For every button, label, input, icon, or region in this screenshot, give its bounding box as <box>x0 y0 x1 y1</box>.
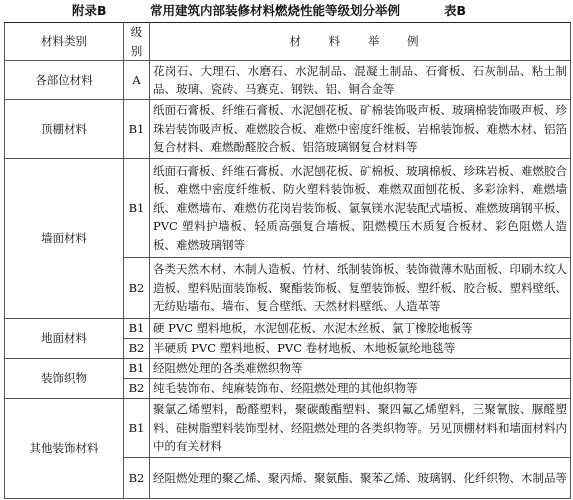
examples-cell: 花岗石、大理石、水磨石、水泥制品、混凝土制品、石膏板、石灰制品、粘土制品、玻璃、瓷砖、马赛克、钢铁、铝、铜合金等 <box>150 61 571 100</box>
header-level: 级别 <box>124 23 150 61</box>
examples-cell: 各类天然木材、木制人造板、竹材、纸制装饰板、装饰微薄木贴面板、印刷木纹人造板、塑料贴面装饰板、聚酯装饰板、复塑装饰板、塑纤板、胶合板、塑料壁纸、无纺贴墙布、墙布、复合壁纸、天然材料壁纸、人造革等 <box>150 258 571 319</box>
examples-cell: 半硬质 PVC 塑料地板、PVC 卷材地板、木地板氯纶地毯等 <box>150 339 571 359</box>
header-examples: 材 料 举 例 <box>150 23 571 61</box>
examples-cell: 纯毛装饰布、纯麻装饰布、经阻燃处理的其他织物等 <box>150 379 571 399</box>
examples-cell: 纸面石膏板、纤维石膏板、水泥刨花板、矿棉板、玻璃棉板、珍珠岩板、难燃胶合板、难燃中密度纤维板、防火塑料装饰板、难燃双面刨花板、多彩涂料、难燃墙纸、难燃墙布、难燃仿花岗岩装饰板、氯氧镁水泥装配式墙板、难燃玻璃钢平板、PVC 塑料护墙板、轻质高强复合墙板、阻燃模压木质复合板材、彩色阻燃人造板、难燃玻璃钢等 <box>150 159 571 258</box>
level-cell: B2 <box>124 379 150 399</box>
examples-cell: 经阻燃处理的各类难燃织物等 <box>150 359 571 379</box>
level-cell: B1 <box>124 319 150 339</box>
examples-cell: 硬 PVC 塑料地板，水泥刨花板、水泥木丝板、氯丁橡胶地板等 <box>150 319 571 339</box>
table-number: 表B <box>444 3 467 18</box>
examples-cell: 纸面石膏板、纤维石膏板、水泥刨花板、矿棉装饰吸声板、玻璃棉装饰吸声板、珍珠岩装饰吸声板、难燃胶合板、难燃中密度纤维板、岩棉装饰板、难燃木材、铝箔复合材料、难燃酚醛胶合板、铝箔玻璃钢复合材料等 <box>150 100 571 159</box>
examples-cell: 聚氯乙烯塑料，酚醛塑料，聚碳酸酯塑料、聚四氟乙烯塑料，三聚氰胺、脲醛塑料、硅树脂塑料装饰型材、经阻燃处理的各类织物等。另见顶棚材料和墙面材料内中的有关材料 <box>150 399 571 458</box>
level-cell: B2 <box>124 339 150 359</box>
table-row <box>5 61 571 100</box>
title-text: 常用建筑内部装修材料燃烧性能等级划分举例 <box>150 3 401 18</box>
category-cell: 装饰织物 <box>5 359 124 399</box>
table-row <box>5 319 571 339</box>
category-cell: 地面材料 <box>5 319 124 359</box>
header-category: 材料类别 <box>5 23 124 61</box>
appendix-label: 附录B <box>72 3 107 18</box>
level-cell: B2 <box>124 458 150 499</box>
category-cell: 各部位材料 <box>5 61 124 100</box>
material-classification-table <box>4 22 571 499</box>
level-cell: A <box>124 61 150 100</box>
header-row <box>5 23 571 61</box>
level-cell: B1 <box>124 100 150 159</box>
level-cell: B2 <box>124 258 150 319</box>
table-title <box>0 0 573 22</box>
table-row <box>5 359 571 379</box>
table-row <box>5 399 571 458</box>
level-cell: B1 <box>124 359 150 379</box>
table-row <box>5 100 571 159</box>
category-cell: 墙面材料 <box>5 159 124 319</box>
category-cell: 其他装饰材料 <box>5 399 124 499</box>
table-row <box>5 159 571 258</box>
category-cell: 顶棚材料 <box>5 100 124 159</box>
level-cell: B1 <box>124 159 150 258</box>
examples-cell: 经阻燃处理的聚乙烯、聚丙烯、聚氨酯、聚苯乙烯、玻璃钢、化纤织物、木制品等 <box>150 458 571 499</box>
level-cell: B1 <box>124 399 150 458</box>
